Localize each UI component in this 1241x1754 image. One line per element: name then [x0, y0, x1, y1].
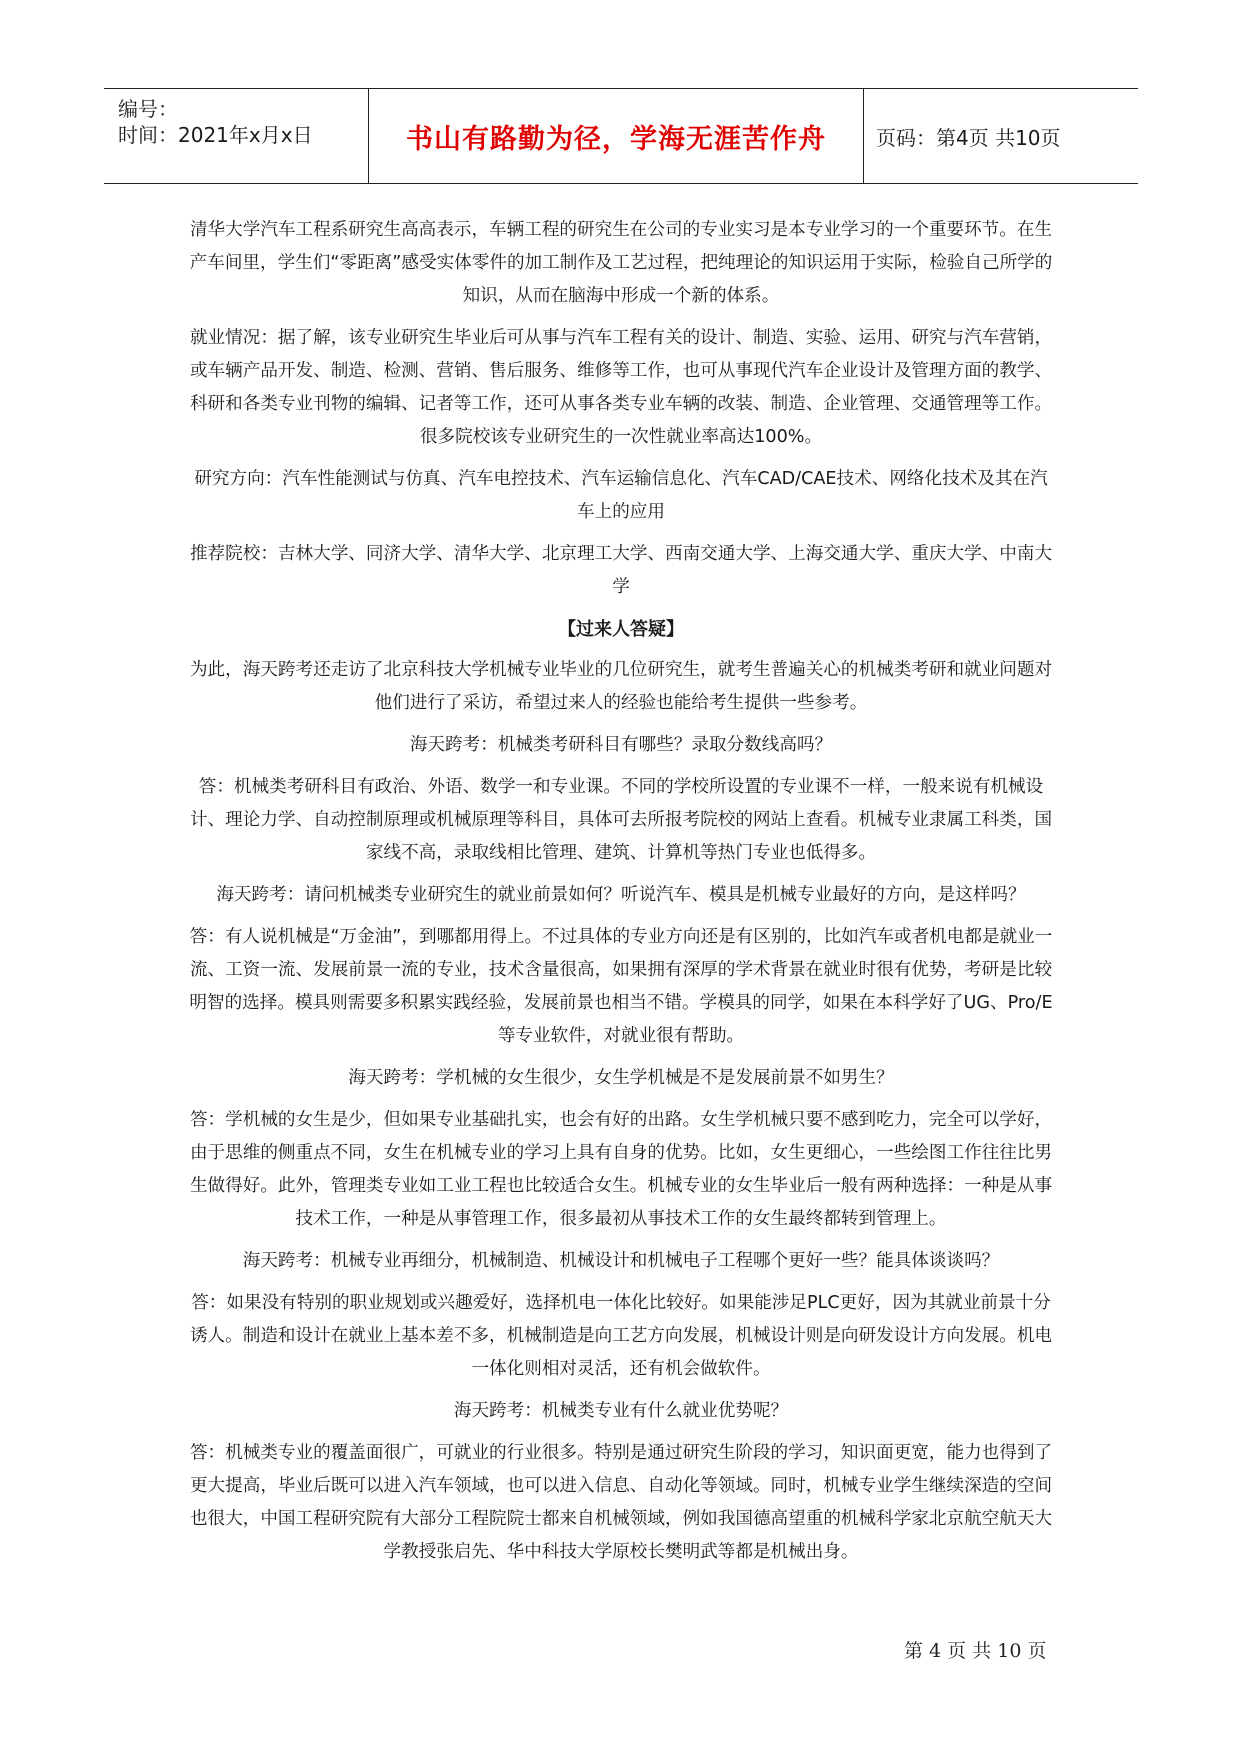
paragraph-recommended-schools: 推荐院校：吉林大学、同济大学、清华大学、北京理工大学、西南交通大学、上海交通大学、重庆大学、中南大学	[189, 544, 1053, 597]
qa-question: 海天跨考：请问机械类专业研究生的就业前景如何？听说汽车、模具是机械专业最好的方向，是这样吗？	[216, 885, 1026, 905]
qa-answer: 答：有人说机械是“万金油”，到哪都用得上。不过具体的专业方向还是有区别的，比如汽车或者机电都是就业一流、工资一流、发展前景一流的专业，技术含量很高，如果拥有深厚的学术背景在就业时很有优势，考研是比较明智的选择。模具则需要多积累实践经验，发展前景也相当不错。学模具的同学，如果在本科学好了UG、Pro/E等专业软件，对就业很有帮助。	[189, 927, 1053, 1046]
qa-answer: 答：机械类考研科目有政治、外语、数学一和专业课。不同的学校所设置的专业课不一样，一般来说有机械设计、理论力学、自动控制原理或机械原理等科目，具体可去所报考院校的网站上查看。机械专业隶属工科类，国家线不高，录取线相比管理、建筑、计算机等热门专业也低得多。	[189, 777, 1053, 863]
header-page-cell	[862, 89, 1138, 183]
motto: 书山有路勤为径，学海无涯苦作舟	[406, 123, 826, 155]
section-title: 【过来人答疑】	[558, 619, 684, 640]
serial-number-label: 编号：	[118, 97, 178, 121]
header-page-code: 页码：第4页 共10页	[876, 125, 1061, 150]
qa-answer: 答：机械类专业的覆盖面很广，可就业的行业很多。特别是通过研究生阶段的学习，知识面更宽，能力也得到了更大提高，毕业后既可以进入汽车领域，也可以进入信息、自动化等领域。同时，机械专业学生继续深造的空间也很大，中国工程研究院有大部分工程院院士都来自机械领域，例如我国德高望重的机械科学家北京航空航天大学教授张启先、华中科技大学原校长樊明武等都是机械出身。	[189, 1443, 1053, 1562]
paragraph-employment: 就业情况：据了解，该专业研究生毕业后可从事与汽车工程有关的设计、制造、实验、运用、研究与汽车营销，或车辆产品开发、制造、检测、营销、售后服务、维修等工作，也可从事现代汽车企业设计及管理方面的教学、科研和各类专业刊物的编辑、记者等工作，还可从事各类专业车辆的改装、制造、企业管理、交通管理等工作。很多院校该专业研究生的一次性就业率高达100%。	[189, 328, 1053, 447]
document-body	[186, 214, 1056, 1578]
qa-question: 海天跨考：机械专业再细分，机械制造、机械设计和机械电子工程哪个更好一些？能具体谈谈吗？	[242, 1251, 1000, 1271]
header-motto-cell	[368, 89, 864, 183]
qa-answer: 答：如果没有特别的职业规划或兴趣爱好，选择机电一体化比较好。如果能涉足PLC更好，因为其就业前景十分诱人。制造和设计在就业上基本差不多，机械制造是向工艺方向发展，机械设计则是向研发设计方向发展。机电一体化则相对灵活，还有机会做软件。	[189, 1293, 1053, 1379]
date-label: 时间：2021年x月x日	[118, 123, 313, 147]
qa-answer: 答：学机械的女生是少，但如果专业基础扎实，也会有好的出路。女生学机械只要不感到吃力，完全可以学好，由于思维的侧重点不同，女生在机械专业的学习上具有自身的优势。比如，女生更细心，一些绘图工作往往比男生做得好。此外，管理类专业如工业工程也比较适合女生。机械专业的女生毕业后一般有两种选择：一种是从事技术工作，一种是从事管理工作，很多最初从事技术工作的女生最终都转到管理上。	[189, 1110, 1053, 1229]
qa-question: 海天跨考：机械类专业有什么就业优势呢？	[453, 1401, 789, 1421]
qa-question: 海天跨考：学机械的女生很少，女生学机械是不是发展前景不如男生？	[348, 1068, 894, 1088]
header-meta-cell	[104, 89, 368, 183]
page-header	[104, 88, 1138, 184]
qa-question: 海天跨考：机械类考研科目有哪些？录取分数线高吗？	[409, 735, 833, 755]
paragraph-intro: 清华大学汽车工程系研究生高高表示，车辆工程的研究生在公司的专业实习是本专业学习的一个重要环节。在生产车间里，学生们“零距离”感受实体零件的加工制作及工艺过程，把纯理论的知识运用于实际，检验自己所学的知识，从而在脑海中形成一个新的体系。	[189, 220, 1053, 306]
paragraph-research-directions: 研究方向：汽车性能测试与仿真、汽车电控技术、汽车运输信息化、汽车CAD/CAE技术、网络化技术及其在汽车上的应用	[194, 469, 1048, 522]
qa-intro: 为此，海天跨考还走访了北京科技大学机械专业毕业的几位研究生，就考生普遍关心的机械类考研和就业问题对他们进行了采访，希望过来人的经验也能给考生提供一些参考。	[189, 660, 1053, 713]
page-footer: 第 4 页 共 10 页	[904, 1640, 1047, 1662]
